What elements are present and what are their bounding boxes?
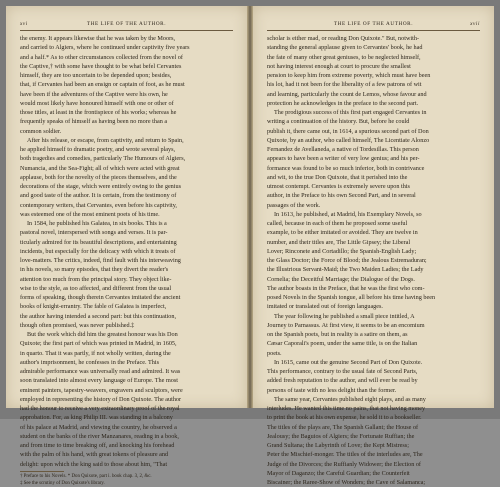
text-line: and from time to time breaking off, and knocking his forehead bbox=[20, 442, 175, 449]
text-line: interludes. He wanted this time no pains, that not having money bbox=[267, 405, 426, 412]
text-line: in his novels, so many episodes, that they divert the reader's bbox=[20, 266, 169, 274]
text-line: employed in representing the history of Don Quixote. The author bbox=[20, 395, 182, 403]
text-line: and good taste of the author. It is certain, from the testimony of bbox=[20, 192, 177, 200]
text-line: utmost contempt. Cervantes is extremely severe upon this bbox=[267, 183, 410, 190]
text-line: Mayor of Daganzo; the Careful Guardian; the Counterfeit bbox=[267, 469, 410, 477]
text-line: was esteemed one of the most eminent poets of his time. bbox=[20, 210, 160, 218]
text-line: the Captive,† with some have thought to be what befel Cervantes bbox=[20, 62, 182, 70]
text-line: frequently speaks of himself as having been no more than a bbox=[20, 118, 168, 126]
text-line: approbation. For, as king Philip III. was standing in a balcony bbox=[20, 414, 173, 422]
text-line: poets. bbox=[267, 349, 282, 357]
text-line: Biscainer; the Raree-Show of Wonders; the Cave of Salamanca; bbox=[267, 479, 426, 486]
left-page-text bbox=[20, 34, 233, 486]
text-line: admirable performance was universally read and admired. It was bbox=[20, 368, 181, 375]
text-line: incidents, but especially for the delicacy with which it treats of bbox=[20, 247, 176, 255]
text-line: soon translated into almost every language of Europe. The most bbox=[20, 377, 178, 385]
text-line: eminent painters, tapestry-weavers, engravers and sculptors, were bbox=[20, 386, 183, 394]
text-line: formance was found to be so much inferior, both in contrivance bbox=[267, 164, 425, 172]
text-line: books of knight-errantry. The fable of Galatea is imperfect, bbox=[20, 303, 167, 311]
text-line: on the Spanish poets, but in reality is a satire on them, as bbox=[267, 331, 408, 338]
text-line: protection he acknowledges in the preface to the second part. bbox=[267, 99, 419, 107]
text-line: After his release, or escape, from captivity, and return to Spain, bbox=[27, 136, 184, 144]
text-line: his lot, had it not been for the liberality of a few patrons of wit bbox=[267, 81, 422, 89]
text-line: and a half.* As to other circumstances collected from the novel of bbox=[20, 53, 183, 61]
text-line: though often promised, was never published.‡ bbox=[20, 321, 135, 329]
text-line: passages of the work. bbox=[267, 201, 321, 209]
right-page-text bbox=[267, 34, 480, 486]
text-line: the enemy. It appears likewise that he was taken by the Moors, bbox=[20, 35, 176, 42]
text-line: Cæsar Caporali's poem, under the same title, is on the Italian bbox=[267, 340, 418, 348]
text-line: Quixote; the first part of which was printed in Madrid, in 1605, bbox=[20, 340, 177, 348]
header-rule bbox=[20, 30, 233, 31]
right-page bbox=[253, 6, 494, 486]
text-line: Grand Sultana; the Labyrinth of Love; the Kept Mistress; bbox=[267, 442, 409, 449]
text-line: Judge of the Divorces; the Ruffianly Widower; the Election of bbox=[267, 460, 421, 468]
text-line: had the honour to receive a very extraordinary proof of the royal bbox=[20, 405, 180, 412]
text-line: with the palm of his hand, with great tokens of pleasure and bbox=[20, 451, 169, 459]
text-line: forms of speaking, though therein Cervantes imitated the ancient bbox=[20, 294, 181, 301]
text-line: delight: upon which the king said to those about him, "That bbox=[20, 460, 168, 468]
text-line: common soldier. bbox=[20, 127, 62, 135]
text-line: Cornelia; the Deceitful Marriage; the Dialogue of the Dogs. bbox=[267, 275, 415, 283]
text-line: Journey to Parnassus. At first view, it seems to be an encomium bbox=[267, 321, 425, 329]
text-line: student on the banks of the river Manzanares, reading in a book, bbox=[20, 432, 179, 440]
page-number: xvi bbox=[20, 21, 28, 27]
text-line: Quixote, by an author, who called himself, The Licentiate Alonzo bbox=[267, 136, 430, 144]
text-line: both tragedies and comedies, particularly The Humours of Algiers, bbox=[20, 155, 186, 163]
text-line: the Illustrious Servant-Maid; the Two Maiden Ladies; the Lady bbox=[267, 266, 424, 274]
left-page bbox=[6, 6, 247, 486]
text-line: pastoral novel, interspersed with songs and verses. It is par- bbox=[20, 229, 168, 237]
text-line: have been if the adventures of the Captive were his own, he bbox=[20, 90, 168, 98]
footnote-rule bbox=[20, 471, 64, 472]
text-line: scholar is either mad, or reading Don Quixote." But, notwith- bbox=[267, 35, 420, 42]
footnote: ‡ See the scrutiny of Don Quixote's library. bbox=[20, 480, 105, 486]
text-line: But the work which did him the greatest honour was his Don bbox=[27, 331, 178, 338]
text-line: of his palace at Madrid, and viewing the country, he observed a bbox=[20, 423, 177, 431]
text-line: Jealousy; the Baguios of Algiers; the Fortunate Ruffian; the bbox=[267, 432, 415, 440]
text-line: ticularly admired for its beautiful descriptions, and entertaining bbox=[20, 238, 177, 246]
page-number: xvii bbox=[470, 21, 480, 27]
text-line: imitated or translated out of foreign languages. bbox=[267, 303, 383, 311]
text-line: Peter the Mischief-monger. The titles of the interludes are, The bbox=[267, 451, 423, 459]
text-line: The titles of the plays are, The Spanish Gallant; the House of bbox=[267, 423, 419, 431]
text-line: that, if Cervantes had been an ensign or captain of foot, as he must bbox=[20, 81, 185, 89]
text-line: and wit, to the true Don Quixote, that it perished into the bbox=[267, 173, 408, 181]
text-line: Lover; Rinconete and Cortadillo; the Spanish-English Lady; bbox=[267, 247, 417, 255]
text-line: the author having intended a second part: but this continuation, bbox=[20, 312, 177, 320]
text-line: in quarto. That it was partly, if not wholly written, during the bbox=[20, 349, 171, 357]
text-line: writing a continuation of the history. But, before he could bbox=[267, 118, 410, 126]
text-line: posed Novels in the Spanish tongue, all before his time having been bbox=[267, 294, 436, 301]
text-line: author, in the Preface to his own Second Part, and in several bbox=[267, 192, 416, 200]
text-line: contemporary writers, that Cervantes, even before his captivity, bbox=[20, 201, 177, 209]
text-line: would most likely have honoured himself with one or other of bbox=[20, 99, 174, 107]
text-line: The prodigious success of this first part engaged Cervantes in bbox=[274, 109, 427, 116]
text-line: the Glass Doctor; the Force of Blood; the Jealous Estremaduran; bbox=[267, 257, 427, 264]
text-line: In 1615, came out the genuine Second Part of Don Quixote. bbox=[274, 358, 423, 366]
text-line: those titles, at least in the frontispiece of his works; whereas he bbox=[20, 109, 177, 116]
text-line: appears to have been a writer of very low genius; and his per- bbox=[267, 155, 420, 163]
text-line: Numancia, and the Sea-Fight; all of which were acted with great bbox=[20, 164, 180, 172]
text-line: wise to the style, as too affected, and different from the usual bbox=[20, 284, 172, 292]
text-line: standing the general applause given to Cervantes' book, he had bbox=[267, 44, 423, 52]
text-line: The same year, Cervantes published eight plays, and as many bbox=[274, 395, 426, 403]
text-line: and learning, particularly the count de Lemos, whose favour and bbox=[267, 90, 427, 98]
text-line: The year following he published a small piece intitled, A bbox=[274, 312, 415, 320]
text-line: called, because in each of them he proposed some useful bbox=[267, 220, 408, 227]
text-line: persons of taste with no less delight than the former. bbox=[267, 386, 397, 394]
text-line: number, and their titles are, The Little Gipsey; the Liberal bbox=[267, 238, 411, 246]
text-line: attention too much from the principal story. They object like- bbox=[20, 275, 172, 283]
text-line: pension to keep him from extreme poverty, which must have been bbox=[267, 72, 431, 79]
text-line: In 1613, he published, at Madrid, his Exemplary Novels, so bbox=[274, 210, 422, 218]
text-line: he applied himself to dramatic poetry, and wrote several plays, bbox=[20, 146, 176, 153]
text-line: example, to be either imitated or avoided. They are twelve in bbox=[267, 229, 418, 237]
text-line: The author boasts in the Preface, that he was the first who com- bbox=[267, 284, 425, 292]
text-line: and carried to Algiers, where he continued under captivity five years bbox=[20, 44, 190, 52]
text-line: publish it, there came out, in 1614, a spurious second part of Don bbox=[267, 127, 429, 135]
text-line: decorations of the stage, which were entirely owing to the genius bbox=[20, 183, 181, 190]
text-line: This performance, contrary to the usual fate of Second Parts, bbox=[267, 368, 418, 375]
text-line: added fresh reputation to the author, and will ever be read by bbox=[267, 377, 418, 385]
text-line: In 1584, he published his Galatea, in six books. This is a bbox=[27, 220, 167, 227]
header-rule bbox=[267, 30, 480, 31]
text-line: to print the book at his own expense, he sold it to a bookseller. bbox=[267, 414, 422, 422]
text-line: author's imprisonment, he confesses in the Preface. This bbox=[20, 358, 159, 366]
text-line: Fernandez de Avellaneda, a native of Tordesillas. This person bbox=[267, 146, 419, 153]
text-line: not having interest enough at court to procure the smallest bbox=[267, 62, 411, 70]
text-line: love-matters. The critics, indeed, find fault with his interweaving bbox=[20, 257, 181, 264]
text-line: the fate of many other great geniuses, to be neglected himself, bbox=[267, 53, 421, 61]
running-head: THE LIFE OF THE AUTHOR. bbox=[333, 21, 414, 27]
running-head: THE LIFE OF THE AUTHOR. bbox=[86, 21, 167, 27]
text-line: himself, they are too uncertain to be depended upon; besides, bbox=[20, 72, 172, 79]
text-line: applause, both for the novelty of the pieces themselves, and the bbox=[20, 173, 177, 181]
footnote: † Preface to his Novels. * Don Quixote, part i. book chap. 3, 2, &c. bbox=[20, 473, 152, 479]
